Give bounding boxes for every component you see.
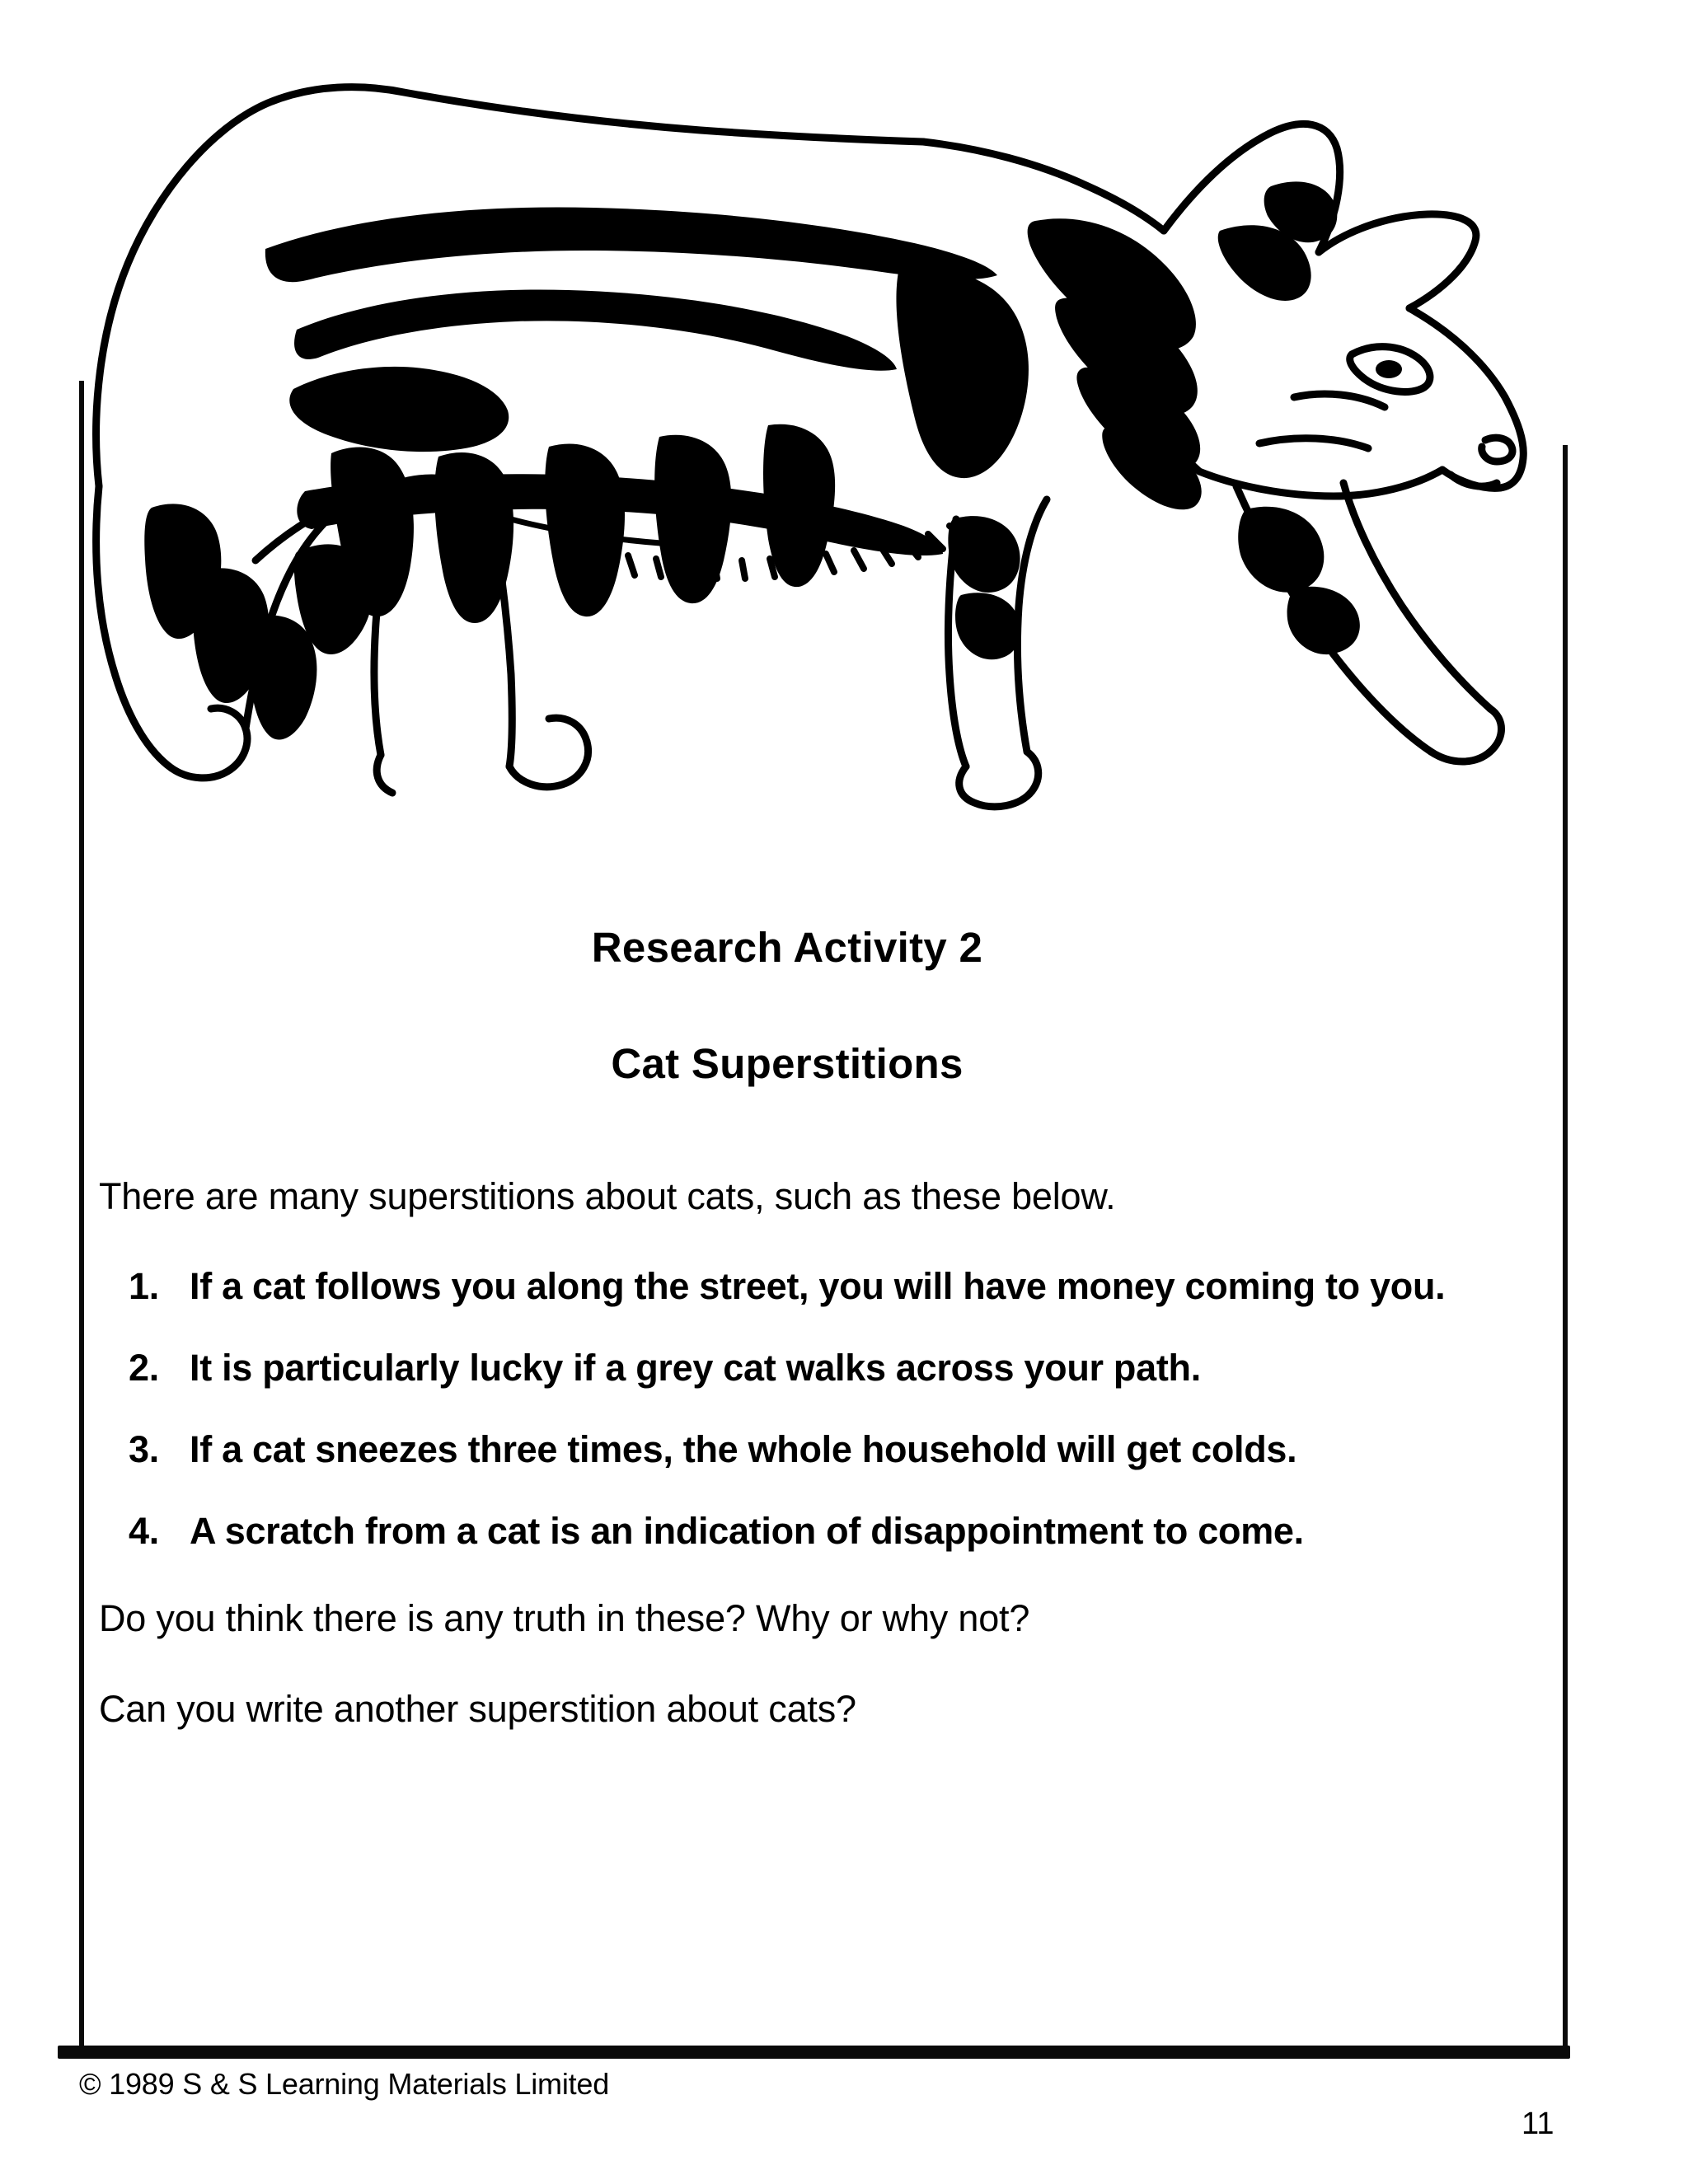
copyright-notice: © 1989 S & S Learning Materials Limited xyxy=(79,2067,610,2101)
list-item xyxy=(99,1509,1574,1554)
list-item-text: If a cat sneezes three times, the whole household will get colds. xyxy=(190,1427,1297,1470)
content-frame-left-rule xyxy=(79,381,84,2058)
page-title: Cat Superstitions xyxy=(611,1040,964,1087)
activity-heading: Research Activity 2 xyxy=(591,924,983,971)
list-item-number: 1. xyxy=(129,1265,159,1307)
list-item-text: A scratch from a cat is an indication of disappointment to come. xyxy=(190,1509,1304,1552)
worksheet-content xyxy=(99,923,1574,1731)
content-frame-bottom-rule xyxy=(58,2046,1570,2059)
list-item xyxy=(99,1427,1574,1473)
superstitions-list xyxy=(99,1264,1574,1554)
list-item-number: 4. xyxy=(129,1509,159,1552)
list-item xyxy=(99,1264,1574,1310)
list-item-text: It is particularly lucky if a grey cat walks across your path. xyxy=(190,1346,1201,1389)
list-item-number: 3. xyxy=(129,1427,159,1470)
list-item-number: 2. xyxy=(129,1346,159,1389)
list-item-text: If a cat follows you along the street, you will have money coming to you. xyxy=(190,1265,1446,1307)
reflection-question-two: Can you write another superstition about cats? xyxy=(99,1687,856,1730)
list-item xyxy=(99,1346,1574,1391)
page-number: 11 xyxy=(1522,2107,1554,2141)
intro-paragraph: There are many superstitions about cats, such as these below. xyxy=(99,1175,1116,1217)
tabby-cat-illustration xyxy=(49,25,1648,832)
reflection-question-one: Do you think there is any truth in these? Why or why not? xyxy=(99,1596,1030,1639)
